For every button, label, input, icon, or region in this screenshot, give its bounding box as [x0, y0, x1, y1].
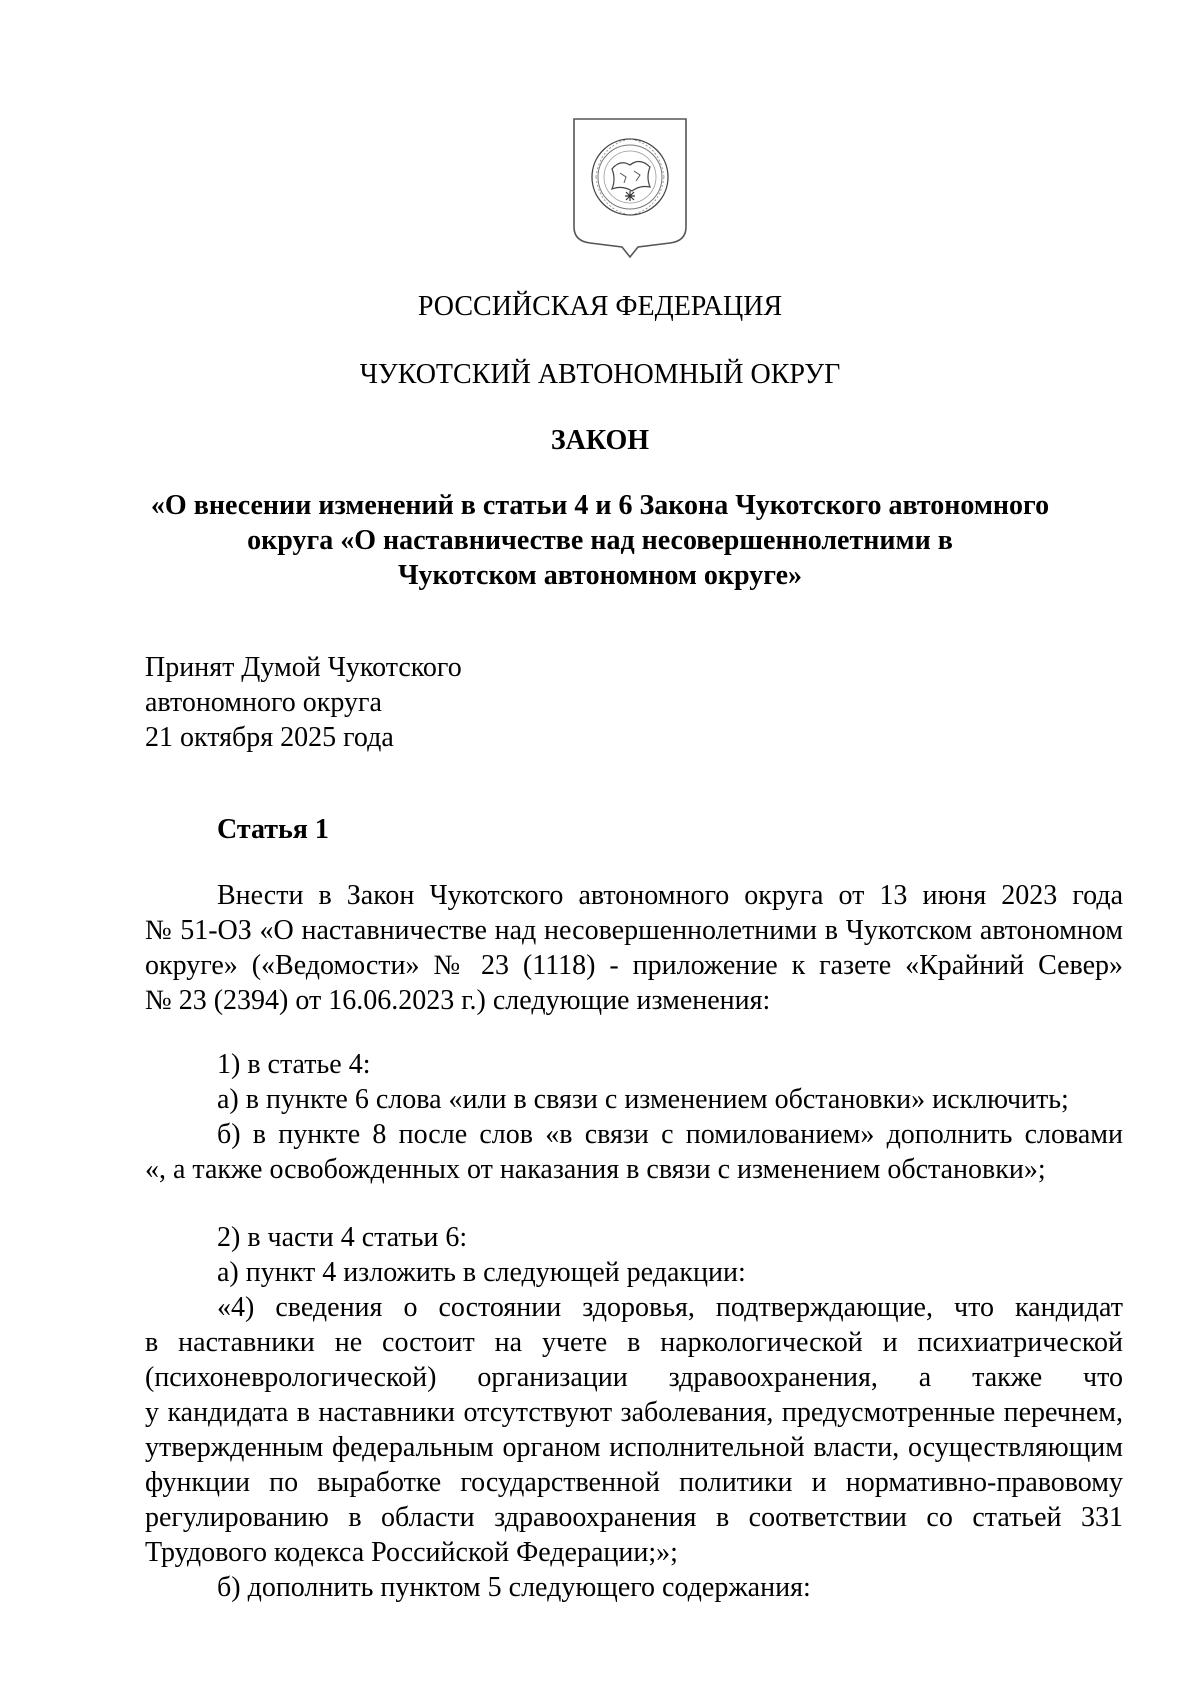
adoption-date: 21 октября 2025 года — [145, 722, 394, 753]
paragraph-line: 2) в части 4 статьи 6: — [217, 1222, 468, 1253]
article-intro-paragraph — [145, 878, 1123, 1018]
law-title-line: «О внесении изменений в статьи 4 и 6 Закона Чукотского автономного — [150, 490, 1050, 521]
region-heading: ЧУКОТСКИЙ АВТОНОМНЫЙ ОКРУГ — [359, 359, 841, 390]
paragraph-line: у кандидата в наставники отсутствуют заболевания, предусмотренные перечнем, — [145, 1397, 1123, 1428]
paragraph-line: № 23 (2394) от 16.06.2023 г.) следующие изменения: — [145, 985, 771, 1016]
paragraph-line: утвержденным федеральным органом исполнительной власти, осуществляющим — [145, 1432, 1123, 1463]
adoption-info — [145, 650, 462, 755]
law-title-line: Чукотском автономном округе» — [397, 560, 803, 591]
paragraph-line: «, а также освобожденных от наказания в связи с изменением обстановки»; — [145, 1154, 1046, 1185]
paragraph-line: «4) сведения о состоянии здоровья, подтверждающие, что кандидат — [217, 1292, 1123, 1323]
law-title-line: округа «О наставничестве над несовершеннолетними в — [247, 525, 953, 556]
paragraph-line: 1) в статье 4: — [217, 1049, 371, 1080]
item-2-paragraph — [145, 1220, 1123, 1605]
paragraph-line: округе» («Ведомости» № 23 (1118) - приложение к газете «Крайний Север» — [145, 950, 1123, 981]
paragraph-line: б) в пункте 8 после слов «в связи с помилованием» дополнить словами — [217, 1119, 1123, 1150]
coat-of-arms-emblem — [570, 115, 690, 265]
paragraph-line: а) пункт 4 изложить в следующей редакции: — [217, 1257, 746, 1288]
paragraph-line: функции по выработке государственной политики и нормативно-правовому — [145, 1467, 1123, 1498]
adoption-line: Принят Думой Чукотского — [145, 652, 462, 683]
paragraph-line: б) дополнить пунктом 5 следующего содержания: — [217, 1572, 811, 1603]
paragraph-line: № 51-ОЗ «О наставничестве над несовершеннолетними в Чукотском автономном — [145, 915, 1123, 946]
item-1-paragraph — [145, 1047, 1123, 1187]
paragraph-line: (психоневрологической) организации здравоохранения, а также что — [145, 1362, 1123, 1393]
adoption-line: автономного округа — [145, 687, 382, 718]
paragraph-line: регулированию в области здравоохранения в соответствии со статьей 331 — [145, 1502, 1123, 1533]
paragraph-line: а) в пункте 6 слова «или в связи с изменением обстановки» исключить; — [217, 1084, 1069, 1115]
document-type-heading: ЗАКОН — [550, 425, 650, 456]
country-heading: РОССИЙСКАЯ ФЕДЕРАЦИЯ — [417, 291, 783, 322]
paragraph-line: Трудового кодекса Российской Федерации;»; — [145, 1537, 678, 1568]
law-title — [0, 488, 1200, 593]
paragraph-line: Внести в Закон Чукотского автономного округа от 13 июня 2023 года — [217, 880, 1123, 911]
paragraph-line: в наставники не состоит на учете в наркологической и психиатрической — [145, 1327, 1123, 1358]
article-heading: Статья 1 — [217, 814, 329, 845]
